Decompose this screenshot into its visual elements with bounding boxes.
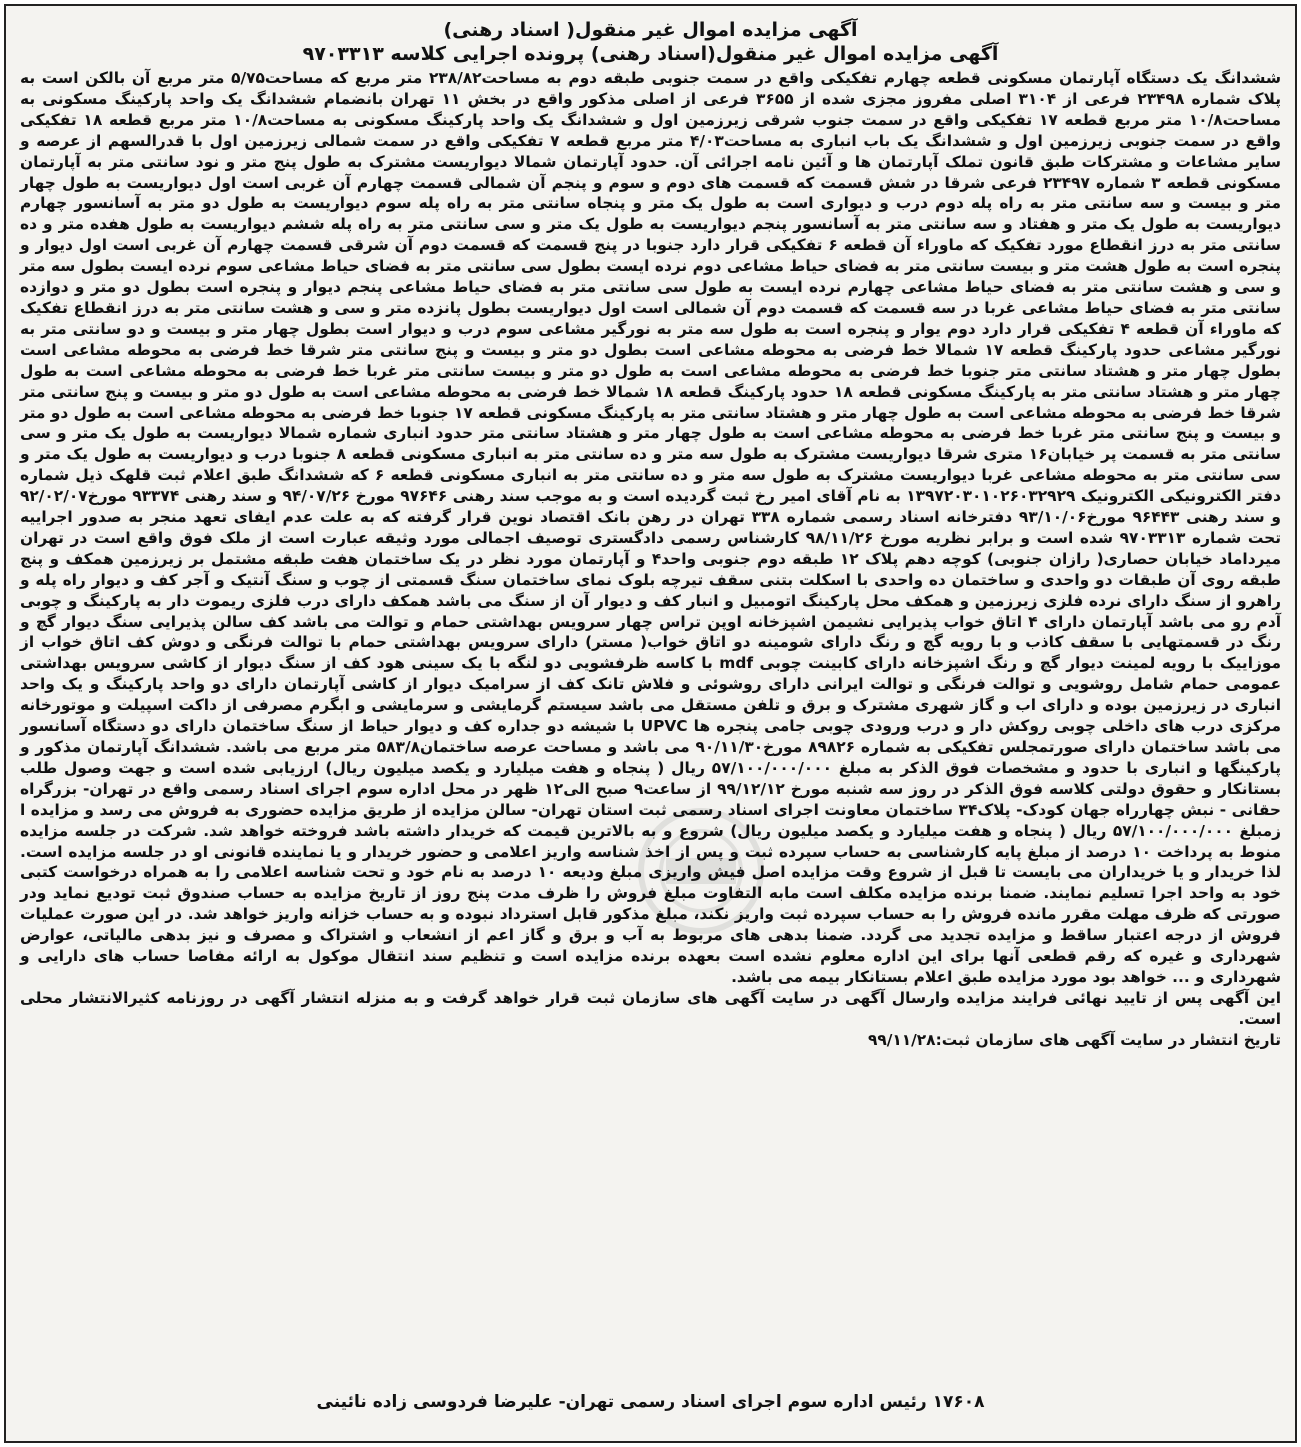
publication-note: این آگهی پس از تایید نهائی فرایند مزایده وارسال آگهی در سایت آگهی های سازمان ثبت قرار خواهد گرفت و به منزله انتشار آگهی در روزنامه کثیرالانتشار محلی است. (20, 988, 1281, 1028)
notice-title: آگهی مزایده اموال غیر منقول( اسناد رهنی) (443, 19, 858, 41)
publication-date: تاریخ انتشار در سایت آگهی های سازمان ثبت:۹۹/۱۱/۲۸ (867, 1030, 1281, 1049)
notice-page (4, 4, 1297, 1443)
notice-subtitle: آگهی مزایده اموال غیر منقول(اسناد رهنی) پرونده اجرایی کلاسه ۹۷۰۳۳۱۳ (302, 43, 999, 65)
signature-line: ۱۷۶۰۸ رئیس اداره سوم اجرای اسناد رسمی تهران- علیرضا فردوسی زاده نائینی (316, 1392, 985, 1412)
auction-notice (6, 6, 1295, 1051)
notice-body: ششدانگ یک دستگاه آپارتمان مسکونی قطعه چهارم تفکیکی واقع در سمت جنوبی طبقه دوم به مساحت۲۳۸/۸۲ متر مربع که مساحت۵/۷۵ متر مربع آن بالکن است به پلاک شماره ۲۳۴۹۸ فرعی از ۳۱۰۴ اصلی مفروز مجزی شده از ۳۶۵۵ فرعی از اصلی مذکور واقع در بخش ۱۱ تهران بانضمام ششدانگ یک واحد پارکینگ مسکونی به مساحت۱۰/۸ متر مربع قطعه ۱۷ تفکیکی واقع در سمت جنوب شرقی زیرزمین اول و ششدانگ یک واحد پارکینگ مسکونی به مساحت۱۰/۸ متر مربع قطعه ۱۸ تفکیکی واقع در سمت جنوبی زیرزمین اول و ششدانگ یک باب انباری به مساحت۴/۰۳ متر مربع قطعه ۷ تفکیکی واقع در سمت شمالی زیرزمین اول با قدرالسهم از عرصه و سایر مشاعات و مشترکات طبق قانون تملک آپارتمان ها و آئین نامه اجرائی آن. حدود آپارتمان شمالا دیواریست مشترک به طول پنج متر و نود سانتی متر به آپارتمان مسکونی قطعه ۳ شماره ۲۳۴۹۷ فرعی شرقا در شش قسمت که قسمت های دوم و سوم و پنجم آن شمالی قسمت چهارم آن غربی است اول دیواریست به طول چهار متر و بیست و سه سانتی متر به راه پله دوم درب و دیواری است به طول یک متر و پنجاه سانتی متر به راه پله سوم دیواریست به طول دو متر به آسانسور چهارم دیواریست به طول یک متر و هفتاد و سه سانتی متر به آسانسور پنجم دیواریست به طول یک متر و سی سانتی متر به راه پله ششم دیواریست به طول هفده متر و ده سانتی متر به درز انقطاع مورد تفکیک که ماوراء آن قطعه ۶ تفکیکی قرار دارد جنوبا در پنج قسمت که قسمت دوم آن شرقی قسمت چهارم آن غربی است اول دیوار و پنجره است به طول هشت متر و بیست سانتی متر به فضای حیاط مشاعی دوم نرده ایست بطول سی سانتی متر به فضای حیاط مشاعی سوم نرده ایست بطول سه متر و سی و هشت سانتی متر به فضای حیاط مشاعی چهارم نرده ایست به طول سی سانتی متر به فضای حیاط مشاعی پنجم دیوار و پنجره است بطول دو متر و دوازده سانتی متر به فضای حیاط مشاعی غربا در سه قسمت که قسمت دوم آن شمالی است اول دیواریست بطول پانزده متر و سی و هشت سانتی متر به درز انقطاع تفکیک که ماوراء آن قطعه ۴ تفکیکی قرار دارد دوم یوار و پنجره است به طول سه متر به نورگیر مشاعی سوم درب و دیوار است بطول چهار متر و بیست و دو سانتی متر به نورگیر مشاعی حدود پارکینگ قطعه ۱۷ شمالا خط فرضی به محوطه مشاعی است بطول دو متر و بیست و پنج سانتی متر شرقا خط فرضی به محوطه مشاعی است بطول چهار متر و هشتاد سانتی متر جنوبا خط فرضی به محوطه مشاعی است به طول دو متر و بیست سانتی متر غربا خط فرضی به محوطه مشاعی است به طول چهار متر و هشتاد سانتی متر به پارکینگ مسکونی قطعه ۱۸ حدود پارکینگ قطعه ۱۸ شمالا خط فرضی به محوطه مشاعی است به طول دو متر و بیست و پنج سانتی متر شرقا خط فرضی به محوطه مشاعی است به طول چهار متر و هشتاد سانتی متر به پارکینگ مسکونی قطعه ۱۷ جنوبا خط فرضی به محوطه مشاعی است به طول دو متر و بیست و پنج سانتی متر غربا خط فرضی به محوطه مشاعی است به طول چهار متر و هشتاد سانتی متر حدود انباری شماره شمالا دیواریست به طول یک متر و سی سانتی متر به قسمت پر خیابان۱۶ متری شرقا دیواریست مشترک به طول سه متر و ده سانتی متر به انباری مسکونی قطعه ۸ جنوبا درب و دیواریست به طول یک متر و سی سانتی متر به محوطه مشاعی غربا دیواریست مشترک به طول سه متر و ده سانتی متر به انباری مسکونی قطعه ۶ که ششدانگ طبق اعلام ثبت قلهک ذیل شماره دفتر الکترونیکی الکترونیک ۱۳۹۷۲۰۳۰۱۰۲۶۰۳۲۹۲۹ به نام آقای امیر رخ ثبت گردیده است و به موجب سند رهنی ۹۷۶۴۶ مورخ ۹۴/۰۷/۲۶ و سند رهنی ۹۳۳۷۴ مورخ۹۲/۰۲/۰۷ و سند رهنی ۹۶۴۴۳ مورخ۹۳/۱۰/۰۶ دفترخانه اسناد رسمی شماره ۳۳۸ تهران در رهن بانک اقتصاد نوین قرار گرفته که به علت عدم ایفای تعهد منجر به صدور اجراییه تحت شماره ۹۷۰۳۳۱۳ شده است و برابر نظریه مورخ ۹۸/۱۱/۲۶ کارشناس رسمی دادگستری توصیف اجمالی مورد وثیقه عبارت است از ملک فوق واقع است در تهران میرداماد خیابان حصاری( رازان جنوبی) کوچه دهم پلاک ۱۲ طبقه دوم جنوبی واحد۴ و آپارتمان مورد نظر در یک ساختمان هفت طبقه مشتمل بر زیرزمین همکف و پنج طبقه روی آن طبقات دو واحدی و ساختمان ده واحدی با اسکلت بتنی سقف تیرچه بلوک نمای ساختمان سنگ قسمتی از چوب و سنگ آنتیک و آجر کف و دیوار راه پله و راهرو از سنگ دارای نرده فلزی زیرزمین و همکف محل پارکینگ اتومبیل و انبار کف و دیوار آن از سنگ می باشد همکف دارای درب فلزی ریموت دار به پارکینگ و چوبی آدم رو می باشد آپارتمان دارای ۴ اتاق خواب پذیرایی نشیمن اشپزخانه اوپن تراس چهار سرویس بهداشتی حمام و توالت می باشد کف سالن پذیرایی سنگ دیوار گچ و رنگ در قسمتهایی با سقف کاذب و با رویه گچ و رنگ دارای شومینه دو اتاق خواب( مستر) دارای سرویس بهداشتی حمام با توالت فرنگی و دوش کف اتاق خواب از موزاییک با رویه لمینت دیوار گچ و رنگ اشپزخانه دارای کابینت چوبی mdf با کاسه ظرفشویی دو لنگه با یک سینی هود کف از سنگ دیوار از کاشی سرویس بهداشتی عمومی حمام شامل روشویی و توالت فرنگی و توالت ایرانی دارای روشوئی و فلاش تانک کف از سرامیک دیوار از کاشی آپارتمان دارای دو واحد پارکینگ و یک واحد انباری در زیرزمین بوده و دارای اب و گاز شهری مشترک و برق و تلفن مستقل می باشد سیستم گرمایشی و سرمایشی و ابگرم مصرفی از داکت اسپیلت و موتورخانه مرکزی درب های داخلی چوبی روکش دار و درب ورودی چوبی جامی پنجره ها UPVC با شیشه دو جداره کف و دیوار حیاط از سنگ ساختمان دارای دو دستگاه آسانسور می باشد ساختمان دارای صورتمجلس تفکیکی به شماره ۸۹۸۲۶ مورخ۹۰/۱۱/۳۰ می باشد و مساحت عرصه ساختمان۵۸۳/۸ متر مربع می باشد. ششدانگ آپارتمان مذکور و پارکینگها و انباری با حدود و مشخصات فوق الذکر به مبلغ ۵۷/۱۰۰/۰۰۰/۰۰۰ ریال ( پنجاه و هفت میلیارد و یکصد میلیون ریال) ارزیابی شده است و جهت وصول طلب بستانکار و حقوق دولتی کلاسه فوق الذکر در روز سه شنبه مورخ ۹۹/۱۲/۱۲ از ساعت۹ صبح الی۱۲ ظهر در محل اداره سوم اجرای اسناد رسمی واقع در تهران- بزرگراه حقانی - نبش چهارراه جهان کودک- پلاک۳۴ ساختمان معاونت اجرای اسناد رسمی ثبت استان تهران- سالن مزایده از طریق مزایده حضوری به فروش می رسد و مزایده ا زمبلغ ۵۷/۱۰۰/۰۰۰/۰۰۰ ریال ( پنجاه و هفت میلیارد و یکصد میلیون ریال) شروع و به بالاترین قیمت که خریدار داشته باشد فروخته خواهد شد. شرکت در جلسه مزایده منوط به پرداخت ۱۰ درصد از مبلغ پایه کارشناسی به حساب سپرده ثبت و پس از اخذ شناسه واریز اعلامی و حضور خریدار و یا نماینده قانونی او در جلسه مزایده است. لذا خریدار و یا خریداران می بایست تا قبل از شروع وقت مزایده اصل فیش واریزی مبلغ ودیعه ۱۰ درصد به نام خود و تحت شناسه اعلامی را به همراه درخواست کتبی خود به واحد اجرا تسلیم نمایند. ضمنا برنده مزایده مکلف است مابه التفاوت مبلغ فروش را ظرف مدت پنج روز از تاریخ مزایده به حساب صندوق ثبت تودیع نماید ودر صورتی که ظرف مهلت مقرر مانده فروش را به حساب سپرده ثبت واریز نکند، مبلغ مذکور قابل استرداد نبوده و به حساب خزانه واریز خواهد شد. در این صورت عملیات فروش از درجه اعتبار ساقط و مزایده تجدید می گردد. ضمنا بدهی های مربوط به آب و برق و گاز اعم از انشعاب و اشتراک و مصرف و نیز بدهی مالیاتی، عوارض شهرداری و غیره که رقم قطعی آنها برای این اداره معلوم نشده است بعهده برنده مزایده است و تنظیم سند انتقال موکول به ارائه مفاصا حساب های دارایی و شهرداری و ... خواهد بود مورد مزایده طبق اعلام بستانکار بیمه می باشد. (20, 69, 1282, 986)
